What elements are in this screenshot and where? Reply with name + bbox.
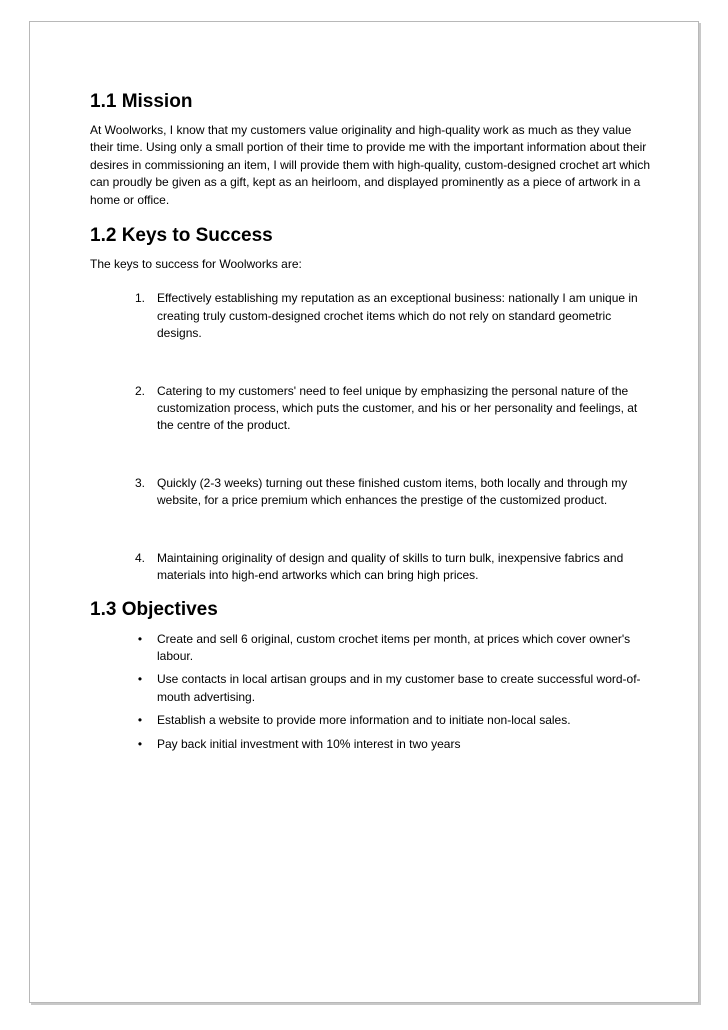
objectives-list-item <box>90 712 650 729</box>
objectives-list-item <box>90 671 650 706</box>
objectives-list <box>90 631 650 753</box>
list-number: 2. <box>135 383 146 398</box>
list-item-text: Catering to my customers' need to feel unique by emphasizing the personal nature of the customization process, which puts the customer, and his or her personality and feelings, at the centre of the product. <box>157 383 638 433</box>
list-number: 4. <box>135 550 146 565</box>
bullet-icon: • <box>137 713 143 728</box>
list-item-text: Maintaining originality of design and quality of skills to turn bulk, inexpensive fabrics and materials into high-end artworks which can bring high prices. <box>157 550 624 583</box>
keys-intro: The keys to success for Woolworks are: <box>90 257 302 272</box>
list-item-text: Establish a website to provide more information and to initiate non-local sales. <box>157 713 571 728</box>
keys-list-item <box>90 290 650 342</box>
list-item-text: Effectively establishing my reputation as an exceptional business: nationally I am unique in creating truly custom-designed crochet items which do not rely on standard geometric designs. <box>157 291 638 341</box>
list-number: 3. <box>135 475 146 490</box>
page-content <box>90 90 650 753</box>
mission-section <box>90 90 650 209</box>
objectives-list-item <box>90 631 650 666</box>
objectives-list-item <box>90 736 650 753</box>
list-number: 1. <box>135 291 146 306</box>
objectives-section <box>90 598 650 753</box>
bullet-icon: • <box>137 736 143 751</box>
list-item-text: Create and sell 6 original, custom crochet items per month, at prices which cover owner's labour. <box>157 631 631 663</box>
list-item-text: Use contacts in local artisan groups and in my customer base to create successful word-of-mouth advertising. <box>157 672 641 704</box>
list-item-text: Quickly (2-3 weeks) turning out these finished custom items, both locally and through my website, for a price premium which enhances the prestige of the customized product. <box>157 475 628 508</box>
document-page <box>29 21 699 1003</box>
list-item-text: Pay back initial investment with 10% interest in two years <box>157 736 461 751</box>
keys-list-item <box>90 383 650 435</box>
mission-paragraph: At Woolworks, I know that my customers value originality and high-quality work as much as they value their time. Using only a small portion of their time to provide me with the important information about their desires in commissioning an item, I will provide them with high-quality, custom-designed crochet art which can proudly be given as a gift, kept as an heirloom, and displayed prominently as a piece of artwork in a home or office. <box>90 123 651 207</box>
keys-heading: 1.2 Keys to Success <box>90 225 273 247</box>
keys-list-item <box>90 550 650 585</box>
mission-heading: 1.1 Mission <box>90 91 193 112</box>
keys-list-item <box>90 475 650 510</box>
bullet-icon: • <box>137 672 143 687</box>
keys-list <box>90 290 650 584</box>
bullet-icon: • <box>137 631 143 646</box>
keys-section <box>90 224 650 584</box>
objectives-heading: 1.3 Objectives <box>90 598 218 620</box>
